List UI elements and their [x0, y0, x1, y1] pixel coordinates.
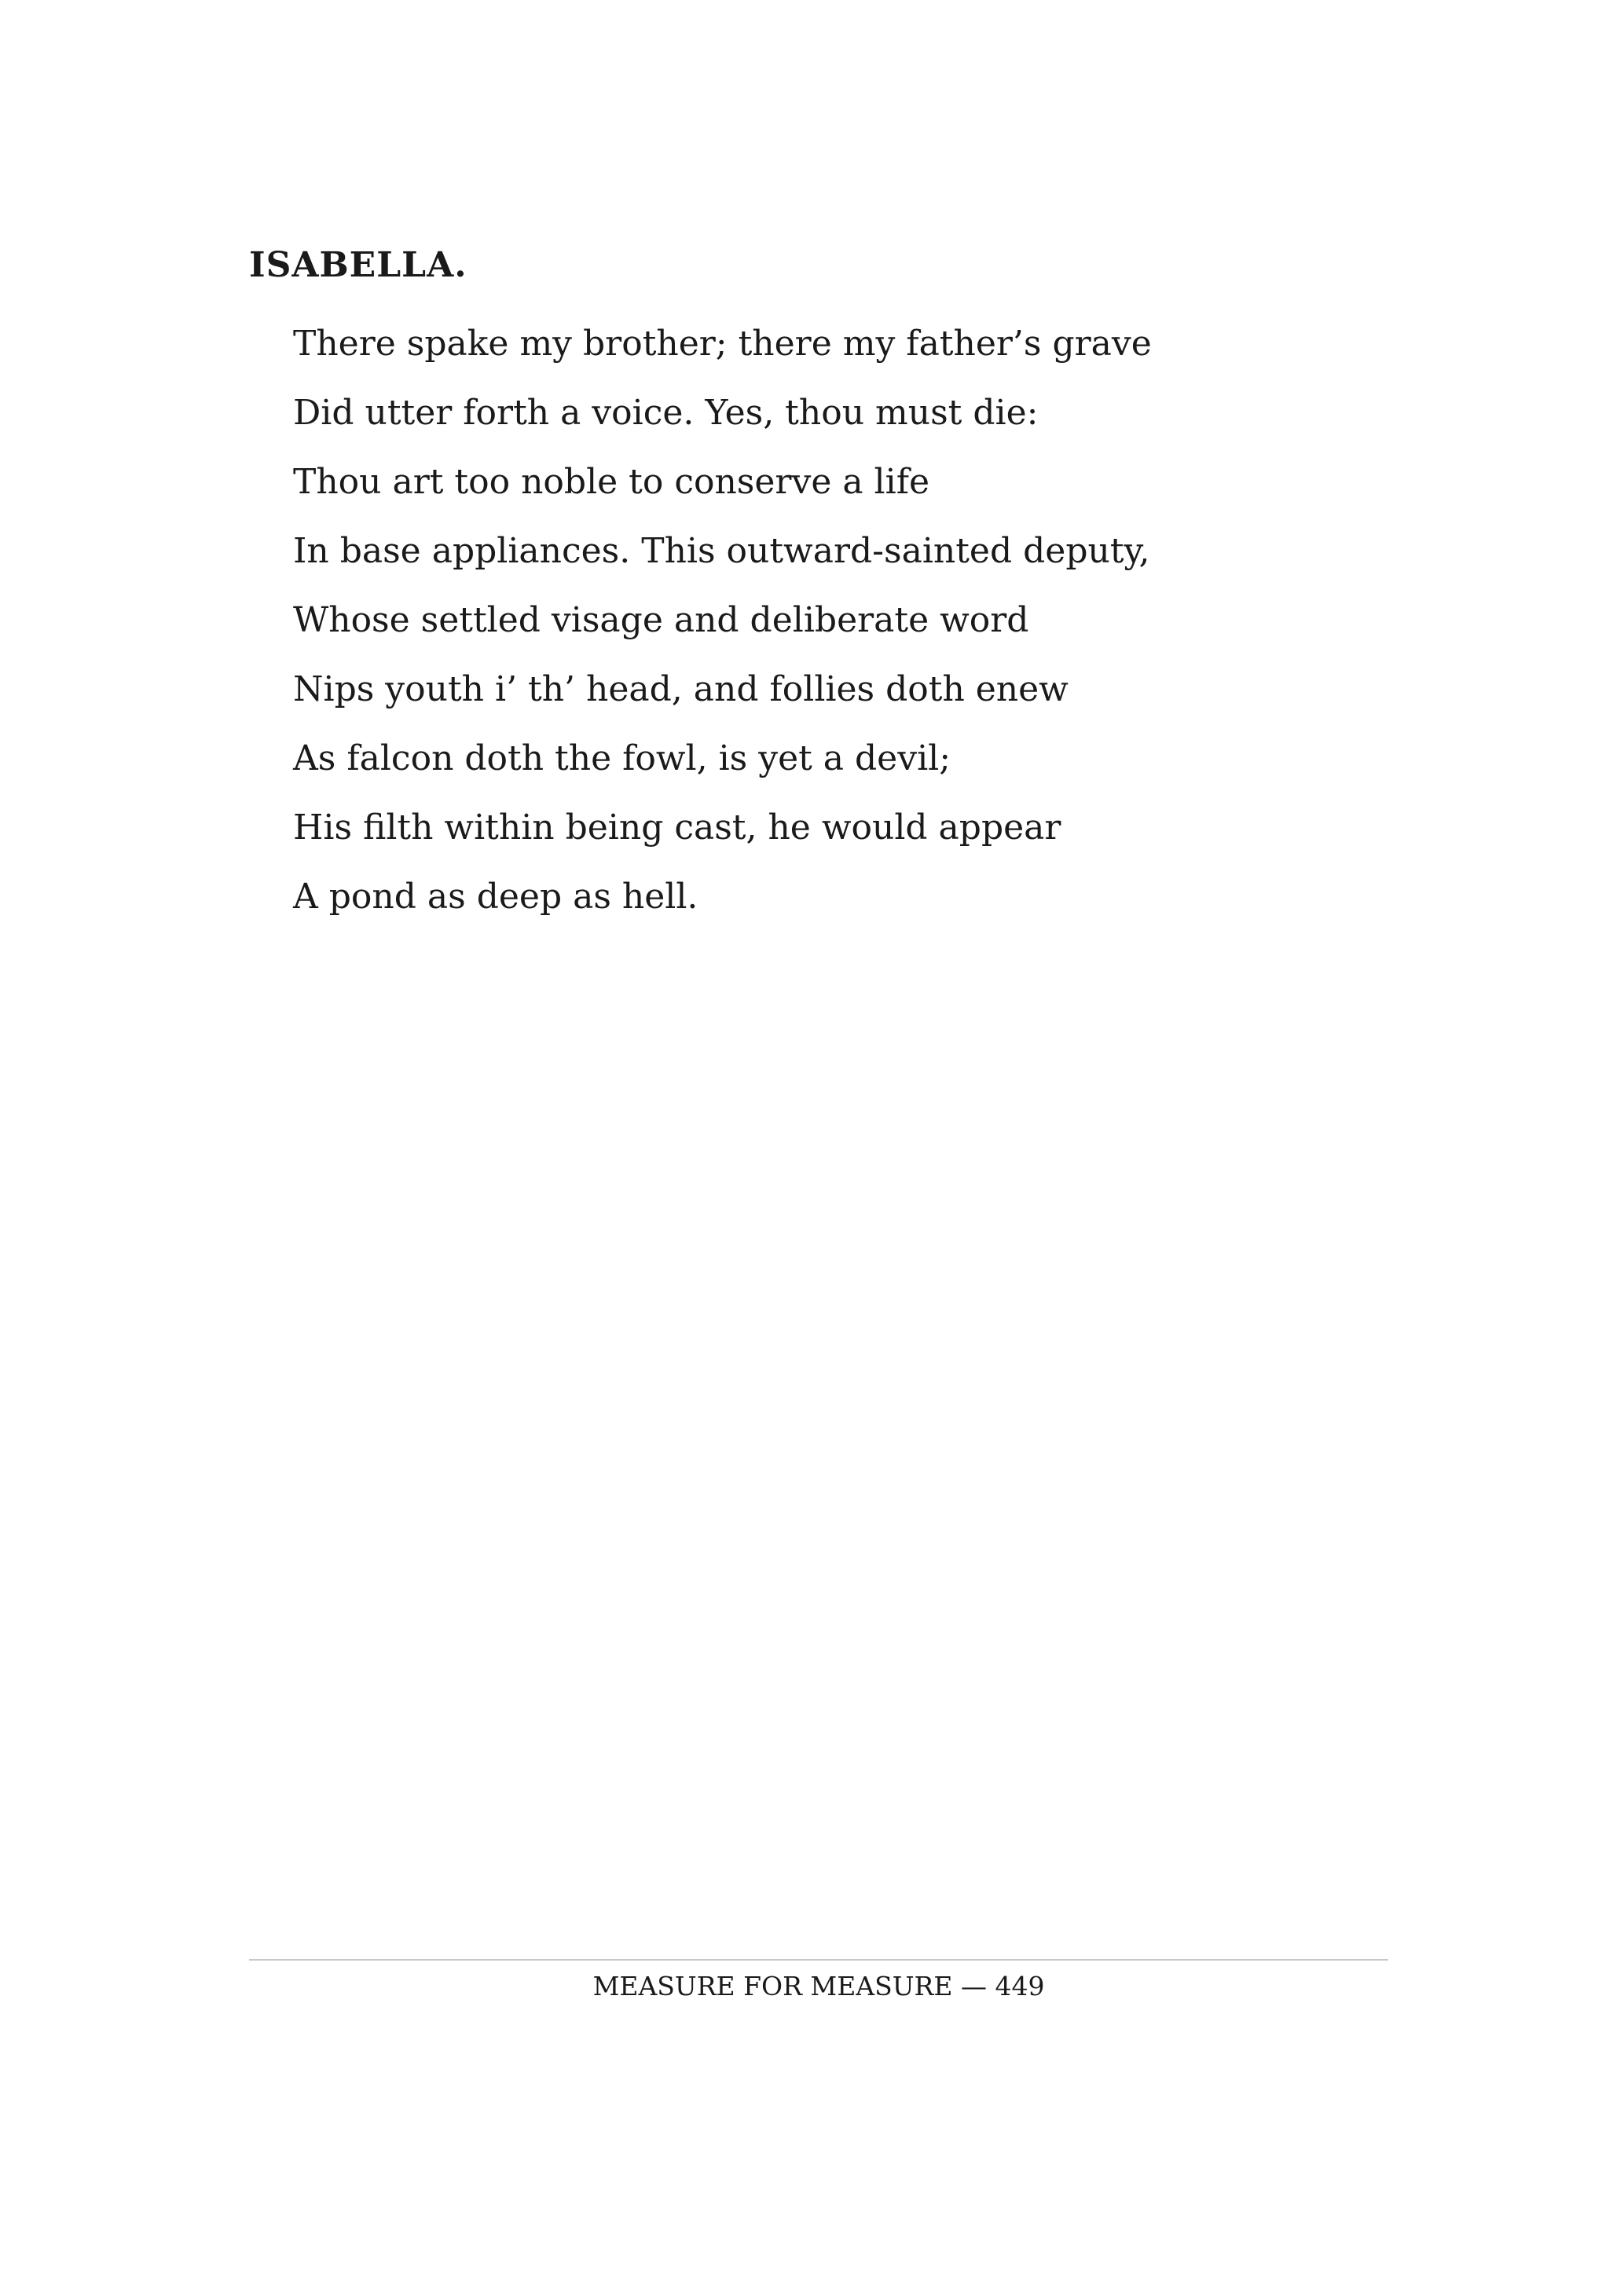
- verse-line: A pond as deep as hell.: [293, 877, 698, 917]
- verse-block: [293, 309, 1152, 932]
- verse-line: Whose settled visage and deliberate word: [293, 600, 1029, 640]
- verse-line: In base appliances. This outward-sainted deputy,: [293, 531, 1150, 571]
- verse-line: Thou art too noble to conserve a life: [293, 462, 930, 502]
- verse-line: Nips youth i’ th’ head, and follies doth enew: [293, 669, 1069, 709]
- footer-divider: [249, 1959, 1388, 1961]
- verse-line: As falcon doth the fowl, is yet a devil;: [293, 738, 951, 778]
- verse-line: His filth within being cast, he would appear: [293, 807, 1061, 848]
- running-footer: MEASURE FOR MEASURE — 449: [592, 1971, 1045, 2001]
- speaker-name: ISABELLA.: [249, 245, 467, 285]
- verse-line: Did utter forth a voice. Yes, thou must die:: [293, 393, 1039, 433]
- verse-line: There spake my brother; there my father’s grave: [293, 324, 1152, 364]
